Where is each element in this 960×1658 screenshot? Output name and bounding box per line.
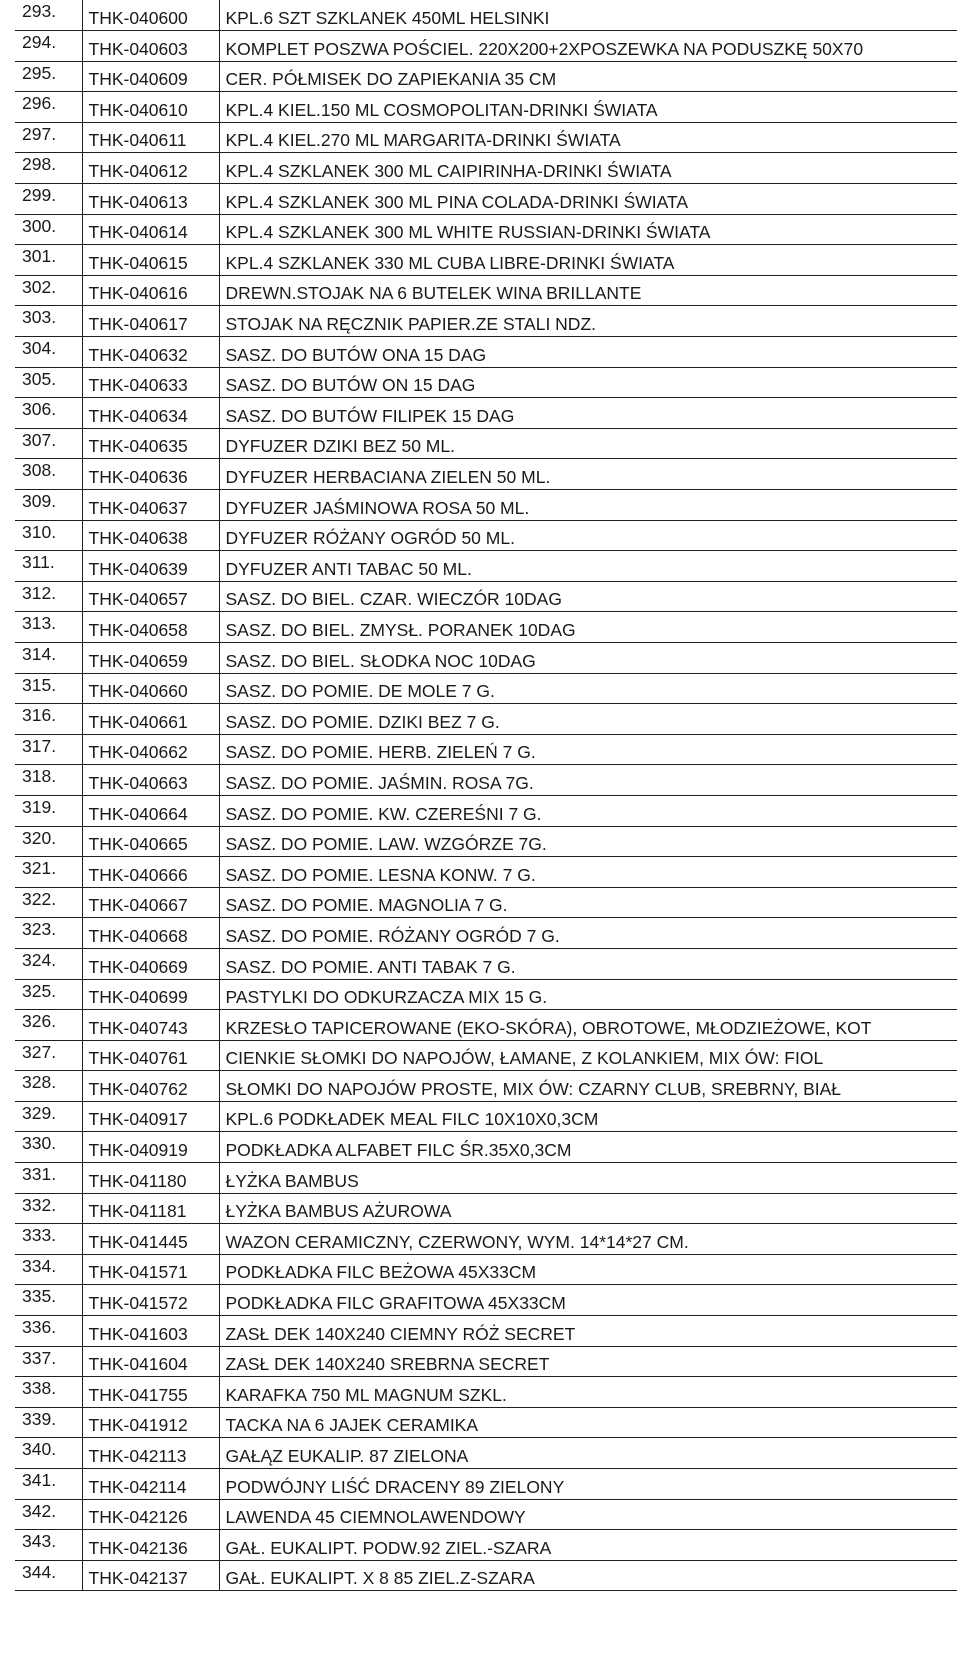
product-code: THK-040616 [82,275,219,306]
product-code: THK-040917 [82,1101,219,1132]
row-number: 339. [15,1407,82,1438]
row-number: 338. [15,1377,82,1408]
product-code: THK-042136 [82,1530,219,1561]
table-row [15,1530,957,1561]
product-code: THK-040611 [82,122,219,153]
table-row [15,765,957,796]
row-number: 325. [15,979,82,1010]
row-number: 305. [15,367,82,398]
row-number: 335. [15,1285,82,1316]
product-description: KARAFKA 750 ML MAGNUM SZKL. [219,1377,957,1408]
product-description: SŁOMKI DO NAPOJÓW PROSTE, MIX ÓW: CZARNY CLUB, SREBRNY, BIAŁ [219,1071,957,1102]
row-number: 337. [15,1346,82,1377]
row-number: 306. [15,398,82,429]
product-code: THK-040615 [82,245,219,276]
product-code: THK-040638 [82,520,219,551]
product-code: THK-040668 [82,918,219,949]
row-number: 307. [15,428,82,459]
product-code: THK-040661 [82,704,219,735]
product-description: DREWN.STOJAK NA 6 BUTELEK WINA BRILLANTE [219,275,957,306]
product-description: SASZ. DO BUTÓW ONA 15 DAG [219,337,957,368]
table-row [15,642,957,673]
row-number: 311. [15,551,82,582]
product-code: THK-040658 [82,612,219,643]
row-number: 315. [15,673,82,704]
table-row [15,918,957,949]
table-row [15,1438,957,1469]
product-code: THK-040669 [82,948,219,979]
row-number: 332. [15,1193,82,1224]
product-code: THK-040699 [82,979,219,1010]
table-row [15,92,957,123]
product-code: THK-042137 [82,1560,219,1591]
product-description: SASZ. DO BIEL. CZAR. WIECZÓR 10DAG [219,581,957,612]
table-row [15,153,957,184]
row-number: 323. [15,918,82,949]
table-row [15,704,957,735]
row-number: 314. [15,642,82,673]
row-number: 309. [15,490,82,521]
product-code: THK-040610 [82,92,219,123]
row-number: 326. [15,1010,82,1041]
row-number: 293. [15,0,82,31]
product-description: GAŁ. EUKALIPT. X 8 85 ZIEL.Z-SZARA [219,1560,957,1591]
row-number: 312. [15,581,82,612]
product-description: SASZ. DO POMIE. LAW. WZGÓRZE 7G. [219,826,957,857]
row-number: 308. [15,459,82,490]
row-number: 317. [15,734,82,765]
product-description: DYFUZER RÓŻANY OGRÓD 50 ML. [219,520,957,551]
row-number: 342. [15,1499,82,1530]
product-code: THK-040600 [82,0,219,31]
table-row [15,61,957,92]
product-code: THK-041181 [82,1193,219,1224]
row-number: 321. [15,857,82,888]
table-row [15,184,957,215]
row-number: 331. [15,1163,82,1194]
table-row [15,1101,957,1132]
table-row [15,214,957,245]
product-description: KRZESŁO TAPICEROWANE (EKO-SKÓRA), OBROTOWE, MŁODZIEŻOWE, KOT [219,1010,957,1041]
row-number: 298. [15,153,82,184]
table-row [15,245,957,276]
product-description: SASZ. DO BUTÓW FILIPEK 15 DAG [219,398,957,429]
product-description: SASZ. DO BIEL. ZMYSŁ. PORANEK 10DAG [219,612,957,643]
product-code: THK-040636 [82,459,219,490]
table-row [15,1469,957,1500]
row-number: 299. [15,184,82,215]
row-number: 340. [15,1438,82,1469]
product-description: ŁYŻKA BAMBUS [219,1163,957,1194]
row-number: 320. [15,826,82,857]
product-description: CIENKIE SŁOMKI DO NAPOJÓW, ŁAMANE, Z KOLANKIEM, MIX ÓW: FIOL [219,1040,957,1071]
table-row [15,887,957,918]
product-description: SASZ. DO POMIE. DZIKI BEZ 7 G. [219,704,957,735]
product-code: THK-041572 [82,1285,219,1316]
product-code: THK-041445 [82,1224,219,1255]
table-row [15,795,957,826]
product-code: THK-040633 [82,367,219,398]
product-code: THK-040634 [82,398,219,429]
product-description: KPL.4 SZKLANEK 300 ML CAIPIRINHA-DRINKI ŚWIATA [219,153,957,184]
table-row [15,0,957,31]
product-description: SASZ. DO POMIE. KW. CZEREŚNI 7 G. [219,795,957,826]
table-row [15,979,957,1010]
product-description: CER. PÓŁMISEK DO ZAPIEKANIA 35 CM [219,61,957,92]
product-code: THK-040613 [82,184,219,215]
product-description: PODKŁADKA FILC GRAFITOWA 45X33CM [219,1285,957,1316]
product-description: ZASŁ DEK 140X240 SREBRNA SECRET [219,1346,957,1377]
product-code: THK-042126 [82,1499,219,1530]
product-code: THK-040665 [82,826,219,857]
table-row [15,367,957,398]
row-number: 296. [15,92,82,123]
product-code: THK-040660 [82,673,219,704]
row-number: 300. [15,214,82,245]
product-description: PODKŁADKA ALFABET FILC ŚR.35X0,3CM [219,1132,957,1163]
row-number: 330. [15,1132,82,1163]
table-row [15,673,957,704]
table-row [15,612,957,643]
product-code: THK-041571 [82,1254,219,1285]
product-description: TACKA NA 6 JAJEK CERAMIKA [219,1407,957,1438]
product-code: THK-040761 [82,1040,219,1071]
row-number: 295. [15,61,82,92]
product-code: THK-040609 [82,61,219,92]
table-row [15,275,957,306]
row-number: 329. [15,1101,82,1132]
product-description: GAŁ. EUKALIPT. PODW.92 ZIEL.-SZARA [219,1530,957,1561]
product-description: SASZ. DO BUTÓW ON 15 DAG [219,367,957,398]
table-row [15,337,957,368]
product-description: GAŁĄZ EUKALIP. 87 ZIELONA [219,1438,957,1469]
row-number: 310. [15,520,82,551]
table-row [15,31,957,62]
product-description: PASTYLKI DO ODKURZACZA MIX 15 G. [219,979,957,1010]
product-description: SASZ. DO POMIE. LESNA KONW. 7 G. [219,857,957,888]
product-description: WAZON CERAMICZNY, CZERWONY, WYM. 14*14*27 CM. [219,1224,957,1255]
table-row [15,1010,957,1041]
row-number: 302. [15,275,82,306]
table-row [15,1132,957,1163]
table-row [15,122,957,153]
product-code: THK-040617 [82,306,219,337]
table-row [15,734,957,765]
product-table [15,0,957,1591]
product-description: KPL.4 SZKLANEK 300 ML WHITE RUSSIAN-DRINKI ŚWIATA [219,214,957,245]
product-description: SASZ. DO POMIE. JAŚMIN. ROSA 7G. [219,765,957,796]
table-row [15,826,957,857]
product-code: THK-040667 [82,887,219,918]
product-description: KPL.4 KIEL.150 ML COSMOPOLITAN-DRINKI ŚWIATA [219,92,957,123]
product-code: THK-040762 [82,1071,219,1102]
product-code: THK-040659 [82,642,219,673]
product-code: THK-042113 [82,1438,219,1469]
row-number: 319. [15,795,82,826]
product-description: SASZ. DO POMIE. RÓŻANY OGRÓD 7 G. [219,918,957,949]
row-number: 324. [15,948,82,979]
product-description: STOJAK NA RĘCZNIK PAPIER.ZE STALI NDZ. [219,306,957,337]
product-code: THK-041604 [82,1346,219,1377]
product-description: DYFUZER JAŚMINOWA ROSA 50 ML. [219,490,957,521]
row-number: 318. [15,765,82,796]
product-code: THK-041180 [82,1163,219,1194]
product-description: SASZ. DO POMIE. MAGNOLIA 7 G. [219,887,957,918]
product-code: THK-041603 [82,1316,219,1347]
row-number: 336. [15,1316,82,1347]
row-number: 328. [15,1071,82,1102]
table-row [15,398,957,429]
table-row [15,490,957,521]
table-row [15,520,957,551]
product-code: THK-042114 [82,1469,219,1500]
product-description: ŁYŻKA BAMBUS AŻUROWA [219,1193,957,1224]
product-description: PODWÓJNY LIŚĆ DRACENY 89 ZIELONY [219,1469,957,1500]
table-row [15,1224,957,1255]
product-description: PODKŁADKA FILC BEŻOWA 45X33CM [219,1254,957,1285]
table-row [15,1071,957,1102]
product-description: DYFUZER DZIKI BEZ 50 ML. [219,428,957,459]
product-description: DYFUZER ANTI TABAC 50 ML. [219,551,957,582]
product-code: THK-040612 [82,153,219,184]
product-description: KPL.6 PODKŁADEK MEAL FILC 10X10X0,3CM [219,1101,957,1132]
product-code: THK-040614 [82,214,219,245]
row-number: 341. [15,1469,82,1500]
product-description: KOMPLET POSZWA POŚCIEL. 220X200+2XPOSZEWKA NA PODUSZKĘ 50X70 [219,31,957,62]
table-row [15,1377,957,1408]
product-code: THK-040603 [82,31,219,62]
table-row [15,1560,957,1591]
table-row [15,1254,957,1285]
product-description: KPL.6 SZT SZKLANEK 450ML HELSINKI [219,0,957,31]
product-code: THK-040657 [82,581,219,612]
product-code: THK-040637 [82,490,219,521]
row-number: 297. [15,122,82,153]
product-description: KPL.4 KIEL.270 ML MARGARITA-DRINKI ŚWIATA [219,122,957,153]
row-number: 316. [15,704,82,735]
product-description: SASZ. DO POMIE. DE MOLE 7 G. [219,673,957,704]
row-number: 343. [15,1530,82,1561]
product-code: THK-041912 [82,1407,219,1438]
product-description: SASZ. DO POMIE. HERB. ZIELEŃ 7 G. [219,734,957,765]
product-code: THK-040632 [82,337,219,368]
product-code: THK-040666 [82,857,219,888]
row-number: 313. [15,612,82,643]
table-row [15,306,957,337]
row-number: 327. [15,1040,82,1071]
table-row [15,1193,957,1224]
row-number: 301. [15,245,82,276]
product-code: THK-040919 [82,1132,219,1163]
product-code: THK-040635 [82,428,219,459]
table-row [15,1499,957,1530]
table-row [15,1316,957,1347]
table-row [15,1346,957,1377]
product-description: KPL.4 SZKLANEK 300 ML PINA COLADA-DRINKI ŚWIATA [219,184,957,215]
row-number: 303. [15,306,82,337]
table-row [15,459,957,490]
product-code: THK-040663 [82,765,219,796]
row-number: 322. [15,887,82,918]
product-code: THK-040664 [82,795,219,826]
table-row [15,581,957,612]
row-number: 333. [15,1224,82,1255]
table-row [15,948,957,979]
product-description: LAWENDA 45 CIEMNOLAWENDOWY [219,1499,957,1530]
table-row [15,1285,957,1316]
row-number: 304. [15,337,82,368]
table-row [15,428,957,459]
row-number: 334. [15,1254,82,1285]
product-description: SASZ. DO BIEL. SŁODKA NOC 10DAG [219,642,957,673]
table-row [15,1163,957,1194]
table-row [15,1040,957,1071]
product-description: SASZ. DO POMIE. ANTI TABAK 7 G. [219,948,957,979]
product-description: ZASŁ DEK 140X240 CIEMNY RÓŻ SECRET [219,1316,957,1347]
product-code: THK-041755 [82,1377,219,1408]
table-row [15,1407,957,1438]
table-row [15,551,957,582]
product-description: DYFUZER HERBACIANA ZIELEN 50 ML. [219,459,957,490]
row-number: 344. [15,1560,82,1591]
product-code: THK-040743 [82,1010,219,1041]
product-code: THK-040662 [82,734,219,765]
product-code: THK-040639 [82,551,219,582]
row-number: 294. [15,31,82,62]
product-description: KPL.4 SZKLANEK 330 ML CUBA LIBRE-DRINKI ŚWIATA [219,245,957,276]
product-table-body [15,0,957,1591]
table-row [15,857,957,888]
